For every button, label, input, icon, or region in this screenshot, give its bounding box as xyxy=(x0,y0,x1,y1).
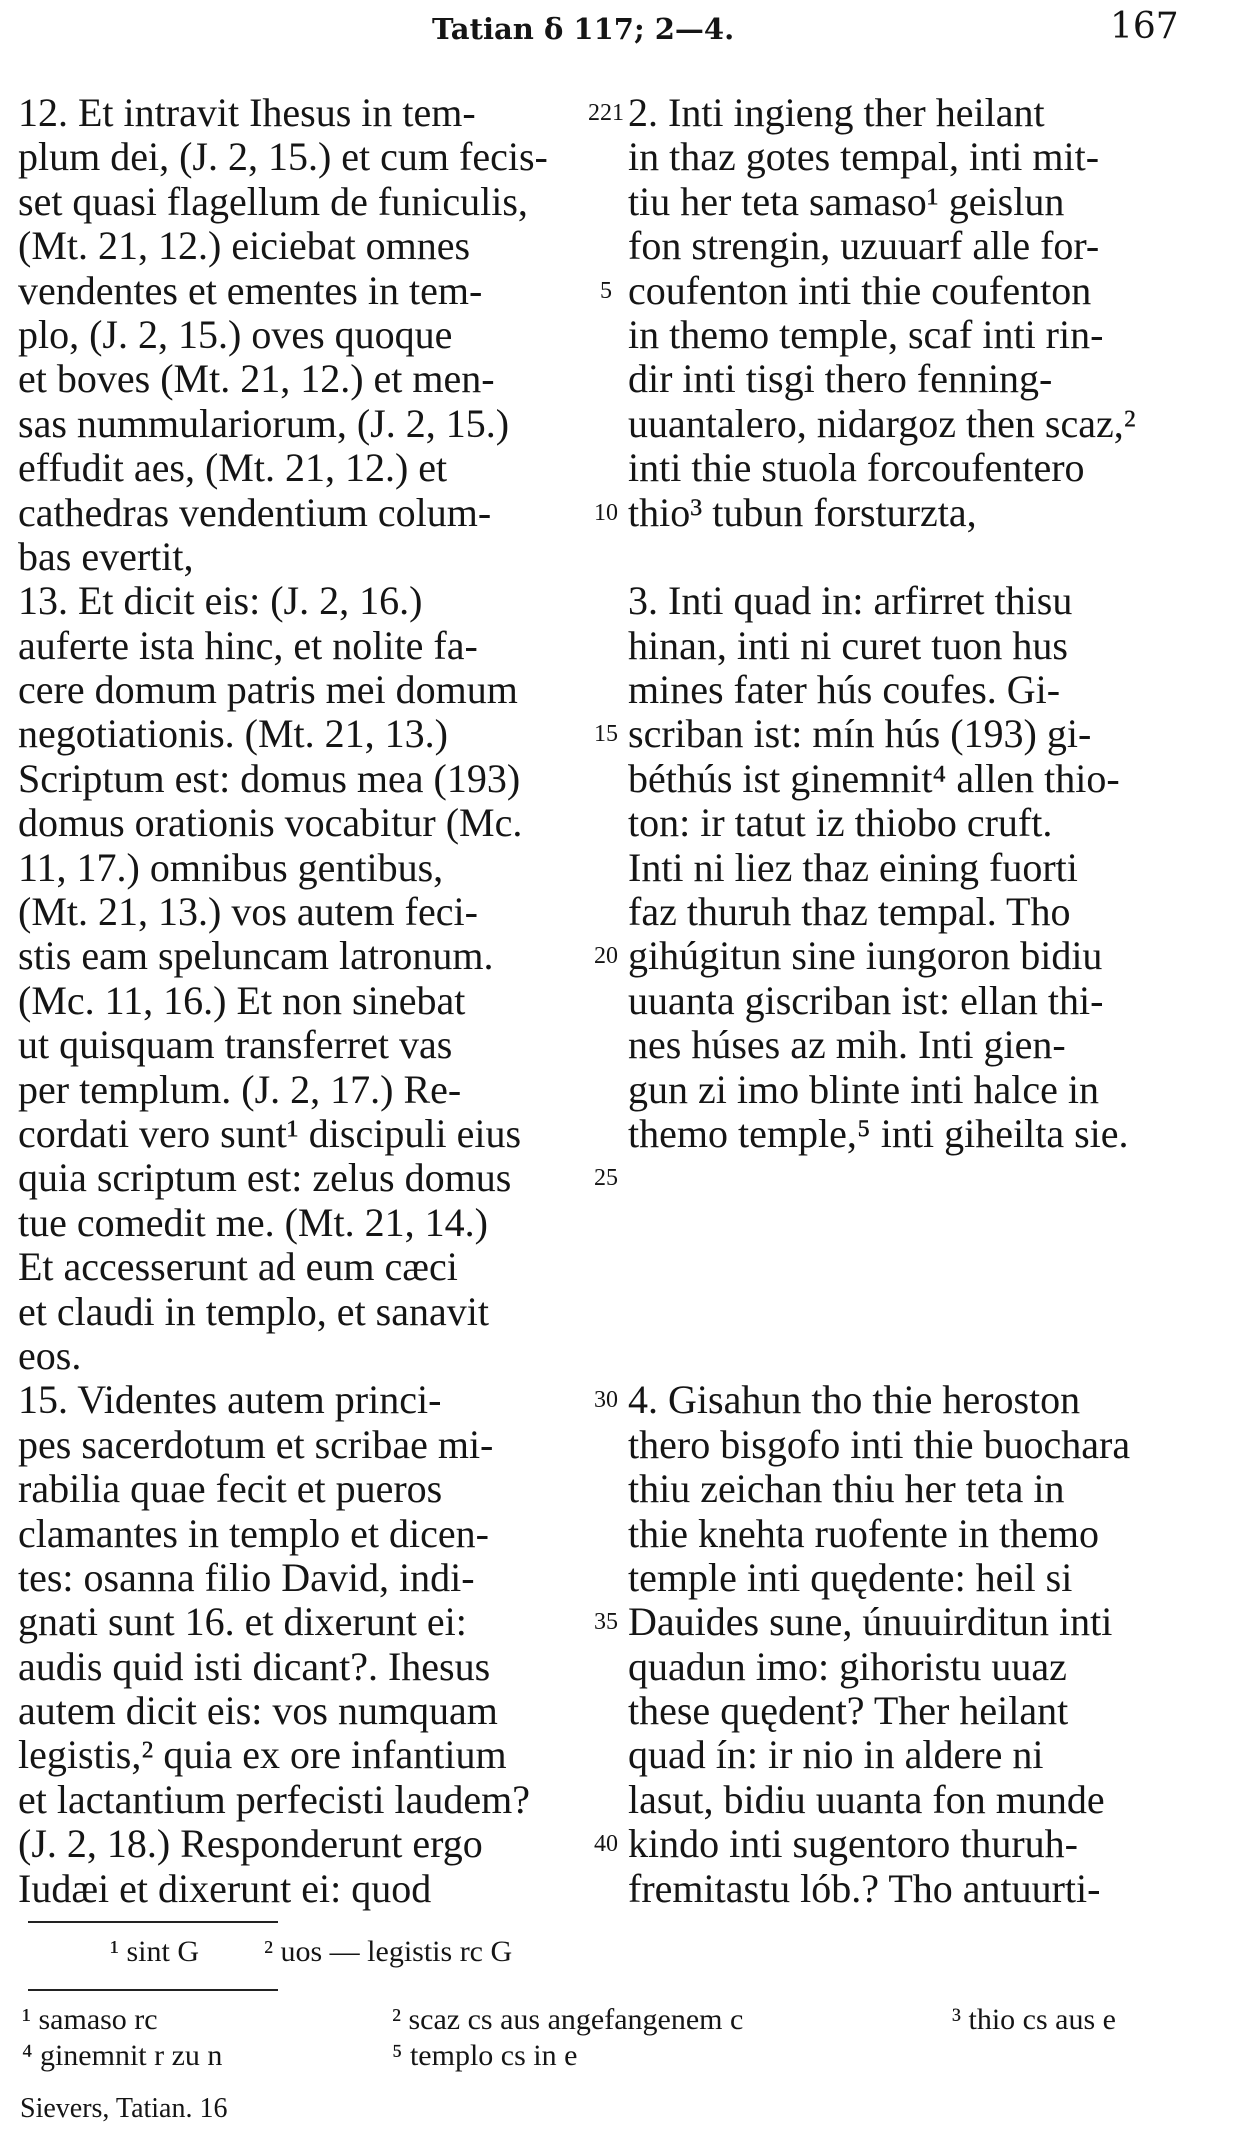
german-footnotes-col1 xyxy=(22,2002,402,2074)
line-number xyxy=(584,846,628,890)
line-number xyxy=(584,1290,628,1334)
latin-line: plo, (J. 2, 15.) oves quoque xyxy=(18,311,453,357)
german-footnote: ² scaz cs aus angefangenem c xyxy=(392,2003,744,2036)
line-number xyxy=(584,579,628,623)
latin-line: 13. Et dicit eis: (J. 2, 16.) xyxy=(18,578,423,624)
latin-line: legistis,² quia ex ore infantium xyxy=(18,1732,507,1778)
latin-line: negotiationis. (Mt. 21, 13.) xyxy=(18,711,448,757)
german-line: uuantalero, nidargoz then scaz,² xyxy=(628,400,1136,446)
latin-line: set quasi flagellum de funiculis, xyxy=(18,178,528,224)
german-line: thio³ tubun forsturzta, xyxy=(628,489,977,535)
latin-line: 15. Videntes autem princi- xyxy=(18,1377,442,1423)
line-number xyxy=(584,1467,628,1511)
line-number xyxy=(584,1556,628,1600)
line-number xyxy=(584,313,628,357)
line-number xyxy=(584,446,628,490)
line-number: 15 xyxy=(594,721,618,748)
latin-line: vendentes et ementes in tem- xyxy=(18,267,483,313)
latin-line: et boves (Mt. 21, 12.) et men- xyxy=(18,356,495,402)
latin-line: et claudi in templo, et sanavit xyxy=(18,1288,489,1334)
latin-line: (J. 2, 18.) Responderunt ergo xyxy=(18,1821,483,1867)
latin-line: bas evertit, xyxy=(18,533,194,579)
latin-line: Iudæi et dixerunt ei: quod xyxy=(18,1865,432,1911)
german-line: inti thie stuola forcoufentero xyxy=(628,445,1085,491)
signature-mark: Sievers, Tatian. 16 xyxy=(20,2093,228,2124)
german-line: gihúgitun sine iungoron bidiu xyxy=(628,933,1103,979)
german-line: quadun imo: gihoristu uuaz xyxy=(628,1643,1067,1689)
latin-line: 11, 17.) omnibus gentibus, xyxy=(18,844,444,890)
latin-line: et lactantium perfecisti laudem? xyxy=(18,1776,530,1822)
footnote-rule-latin xyxy=(28,1921,278,1923)
german-line xyxy=(628,1245,1188,1289)
german-footnotes-col2 xyxy=(392,2002,912,2074)
german-line: thero bisgofo inti thie buochara xyxy=(628,1421,1131,1467)
latin-line: per templum. (J. 2, 17.) Re- xyxy=(18,1066,462,1112)
line-number: 5 xyxy=(600,277,612,304)
latin-line: cordati vero sunt¹ discipuli eius xyxy=(18,1110,522,1156)
german-line: dir inti tisgi thero fenning- xyxy=(628,356,1053,402)
german-line: lasut, bidiu uuanta fon munde xyxy=(628,1776,1105,1822)
line-number xyxy=(584,1068,628,1112)
latin-line: (Mt. 21, 13.) vos autem feci- xyxy=(18,889,478,935)
german-line xyxy=(628,1290,1188,1334)
german-line: these quędent? Ther heilant xyxy=(628,1688,1069,1734)
latin-line: auferte ista hinc, et nolite fa- xyxy=(18,622,478,668)
line-number xyxy=(584,1689,628,1733)
german-line: faz thuruh thaz tempal. Tho xyxy=(628,889,1071,935)
latin-line: effudit aes, (Mt. 21, 12.) et xyxy=(18,445,448,491)
latin-footnote-1: ¹ sint G xyxy=(110,1935,200,1968)
latin-column xyxy=(18,91,590,1911)
line-number xyxy=(584,357,628,401)
latin-line: quia scriptum est: zelus domus xyxy=(18,1155,512,1201)
german-line: uuanta giscriban ist: ellan thi- xyxy=(628,977,1104,1023)
line-number xyxy=(584,757,628,801)
german-line: nes húses az mih. Inti gien- xyxy=(628,1022,1066,1068)
german-line xyxy=(628,1156,1188,1200)
line-number xyxy=(584,1867,628,1911)
line-number: 30 xyxy=(594,1387,618,1414)
german-line: thie knehta ruofente in themo xyxy=(628,1510,1099,1556)
german-line: temple inti quędente: heil si xyxy=(628,1554,1073,1600)
latin-line: Et accesserunt ad eum cæci xyxy=(18,1244,458,1290)
line-number xyxy=(584,1423,628,1467)
line-number xyxy=(584,1778,628,1822)
latin-line: gnati sunt 16. et dixerunt ei: xyxy=(18,1599,467,1645)
german-line: kindo inti sugentoro thuruh- xyxy=(628,1821,1078,1867)
line-number xyxy=(584,668,628,712)
german-column xyxy=(628,91,1188,1911)
german-footnote: ¹ samaso rc xyxy=(22,2003,158,2036)
latin-line: (Mc. 11, 16.) Et non sinebat xyxy=(18,977,466,1023)
latin-line: tue comedit me. (Mt. 21, 14.) xyxy=(18,1199,488,1245)
latin-line: rabilia quae fecit et pueros xyxy=(18,1466,443,1512)
latin-line: eos. xyxy=(18,1332,82,1378)
line-number: 10 xyxy=(594,499,618,526)
latin-line: Scriptum est: domus mea (193) xyxy=(18,755,521,801)
german-line: coufenton inti thie coufenton xyxy=(628,267,1092,313)
line-number xyxy=(584,1334,628,1378)
german-line: béthús ist ginemnit⁴ allen thio- xyxy=(628,755,1120,801)
german-line: 4. Gisahun tho thie heroston xyxy=(628,1377,1081,1423)
latin-line: plum dei, (J. 2, 15.) et cum fecis- xyxy=(18,134,548,180)
german-footnote: ³ thio cs aus e xyxy=(952,2003,1116,2036)
german-footnote: ⁵ templo cs in e xyxy=(392,2039,578,2072)
german-line: thiu zeichan thiu her teta in xyxy=(628,1466,1065,1512)
line-number: 35 xyxy=(594,1609,618,1636)
line-number: 25 xyxy=(594,1165,618,1192)
latin-line: audis quid isti dicant?. Ihesus xyxy=(18,1643,491,1689)
latin-footnote-2: ² uos — legistis rc G xyxy=(264,1935,513,1968)
german-line: in themo temple, scaf inti rin- xyxy=(628,311,1104,357)
german-line: 3. Inti quad in: arfirret thisu xyxy=(628,578,1073,624)
german-line: scriban ist: mín hús (193) gi- xyxy=(628,711,1092,757)
footnote-rule-german xyxy=(28,1989,278,1991)
line-number xyxy=(584,402,628,446)
german-line: quad ín: ir nio in aldere ni xyxy=(628,1732,1044,1778)
line-number xyxy=(584,979,628,1023)
latin-line: pes sacerdotum et scribae mi- xyxy=(18,1421,494,1467)
german-line: mines fater hús coufes. Gi- xyxy=(628,667,1061,713)
line-number xyxy=(584,624,628,668)
german-line: ton: ir tatut iz thiobo cruft. xyxy=(628,800,1053,846)
latin-line: (Mt. 21, 12.) eiciebat omnes xyxy=(18,223,471,269)
latin-line: autem dicit eis: vos numquam xyxy=(18,1688,498,1734)
line-number: 20 xyxy=(594,943,618,970)
german-line: themo temple,⁵ inti giheilta sie. xyxy=(628,1110,1129,1156)
german-line xyxy=(628,1334,1188,1378)
line-number xyxy=(584,1512,628,1556)
latin-line: cere domum patris mei domum xyxy=(18,667,518,713)
line-number xyxy=(584,801,628,845)
line-number xyxy=(584,1645,628,1689)
running-title: Tatian δ 117; 2—4. xyxy=(432,12,735,46)
line-number xyxy=(584,1201,628,1245)
line-number xyxy=(584,535,628,579)
line-number-column xyxy=(584,91,628,1911)
latin-line: stis eam speluncam latronum. xyxy=(18,933,494,979)
latin-line: ut quisquam transferret vas xyxy=(18,1022,453,1068)
latin-line: sas nummulariorum, (J. 2, 15.) xyxy=(18,400,510,446)
german-line xyxy=(628,535,1188,579)
german-line: Dauides sune, únuuirditun inti xyxy=(628,1599,1113,1645)
page-number: 167 xyxy=(1110,6,1179,47)
line-number xyxy=(584,1245,628,1289)
running-header xyxy=(0,4,1244,54)
german-line: tiu her teta samaso¹ geislun xyxy=(628,178,1065,224)
german-line: 2. Inti ingieng ther heilant xyxy=(628,90,1045,135)
latin-line: tes: osanna filio David, indi- xyxy=(18,1554,475,1600)
german-line: fon strengin, uzuuarf alle for- xyxy=(628,223,1100,269)
line-number: 40 xyxy=(594,1831,618,1858)
german-line: fremitastu lób.? Tho antuurti- xyxy=(628,1865,1101,1911)
german-line: gun zi imo blinte inti halce in xyxy=(628,1066,1100,1112)
line-number: 221 xyxy=(588,100,624,126)
german-line: hinan, inti ni curet tuon hus xyxy=(628,622,1068,668)
german-footnote: ⁴ ginemnit r zu n xyxy=(22,2039,223,2072)
german-line: in thaz gotes tempal, inti mit- xyxy=(628,134,1100,180)
latin-line: 12. Et intravit Ihesus in tem- xyxy=(18,90,476,135)
german-line xyxy=(628,1201,1188,1245)
line-number xyxy=(584,890,628,934)
line-number xyxy=(584,1112,628,1156)
line-number xyxy=(584,1733,628,1777)
line-number xyxy=(584,135,628,179)
german-footnotes-col3 xyxy=(952,2002,1232,2038)
latin-line: clamantes in templo et dicen- xyxy=(18,1510,489,1556)
latin-footnotes xyxy=(110,1935,512,1969)
latin-line: cathedras vendentium colum- xyxy=(18,489,492,535)
line-number xyxy=(584,1023,628,1067)
line-number xyxy=(584,224,628,268)
latin-line: domus orationis vocabitur (Mc. xyxy=(18,800,523,846)
line-number xyxy=(584,180,628,224)
german-line: Inti ni liez thaz eining fuorti xyxy=(628,844,1078,890)
